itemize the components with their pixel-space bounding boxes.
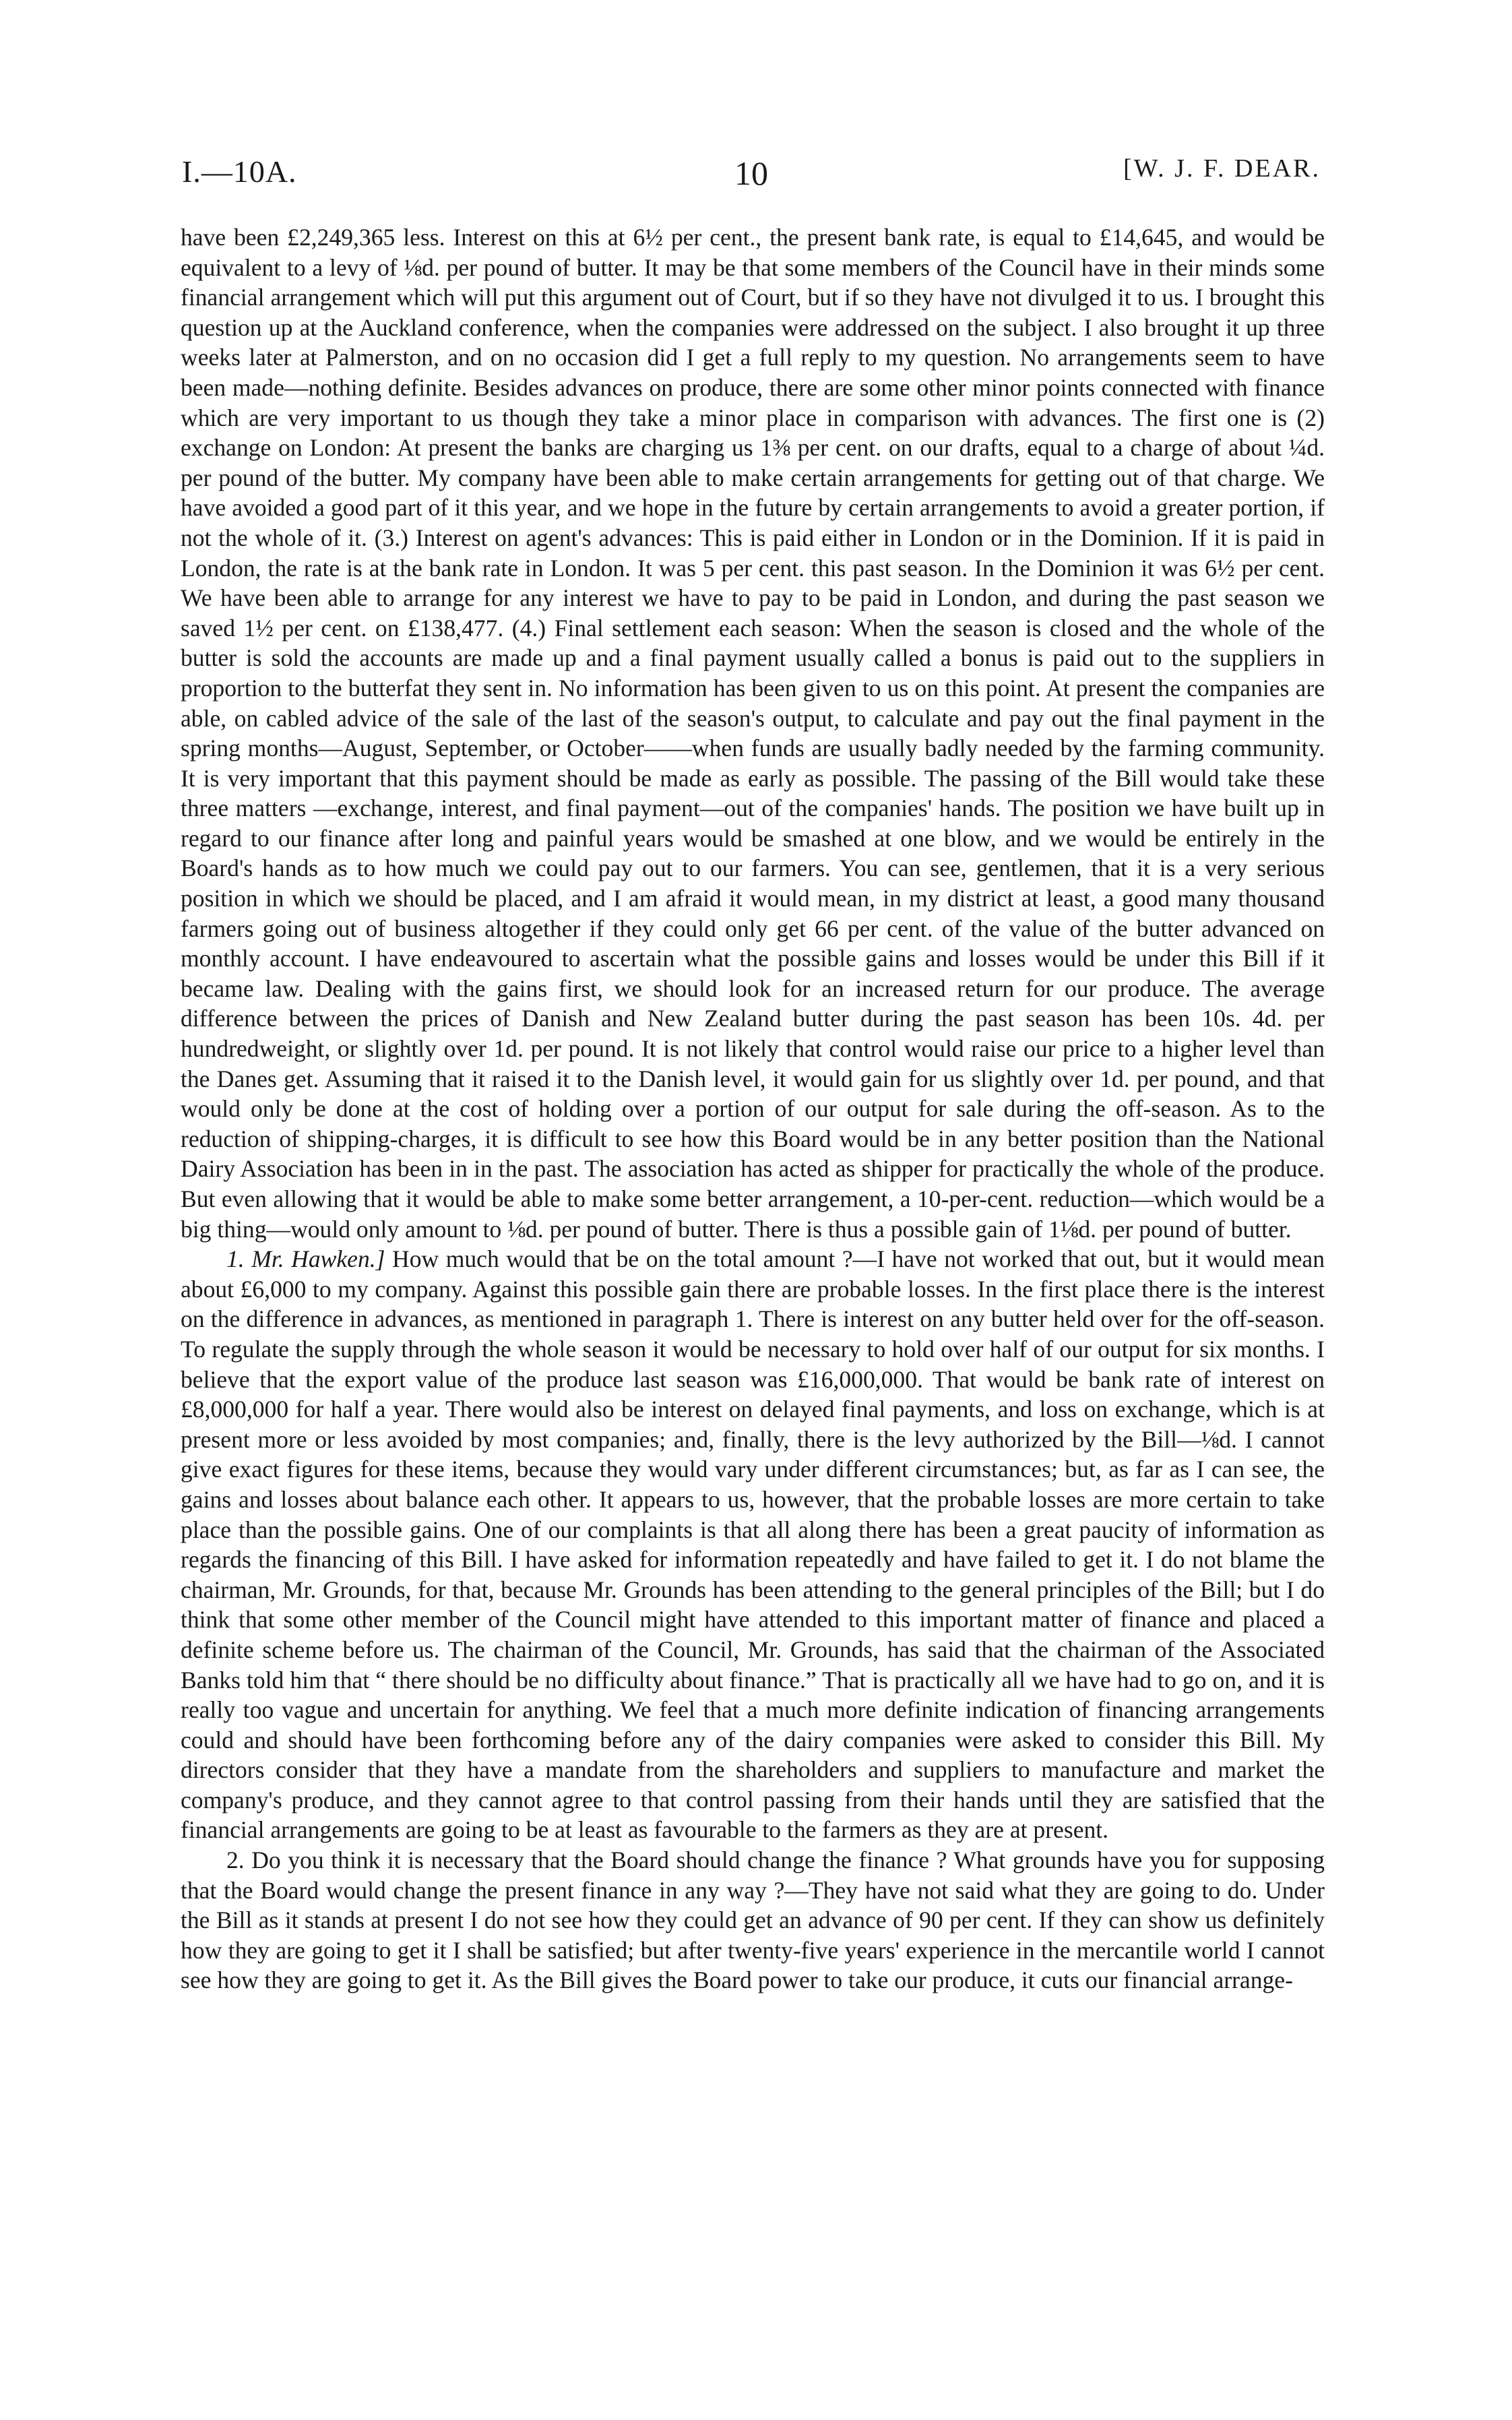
page-header <box>182 154 1327 201</box>
report-reference: I.—10A. <box>182 154 297 189</box>
question-1-text: How much would that be on the total amount ?—I have not worked that out, but it would mean about £6,000 to my company. Against this possible gain there are probable losses. In the first place there is the interest on the difference in advances, as mentioned in paragraph 1. There is interest on any butter held over for the off-season. To regulate the supply through the whole season it would be necessary to hold over half of our output for six months. I believe that the export value of the produce last season was £16,000,000. That would be bank rate of interest on £8,000,000 for half a year. There would also be interest on delayed final payments, and loss on exchange, which is at present more or less avoided by most companies; and, finally, there is the levy authorized by the Bill—⅛d. I cannot give exact figures for these items, because they would vary under different circumstances; but, as far as I can see, the gains and losses about balance each other. It appears to us, however, that the probable losses are more certain to take place than the possible gains. One of our complaints is that all along there has been a great paucity of information as regards the financing of this Bill. I have asked for information repeatedly and have failed to get it. I do not blame the chairman, Mr. Grounds, for that, because Mr. Grounds has been attending to the general principles of the Bill; but I do think that some other member of the Council might have attended to this important matter of finance and placed a definite scheme before us. The chairman of the Council, Mr. Grounds, has said that the chairman of the Associated Banks told him that “ there should be no difficulty about finance.” That is practically all we have had to go on, and it is really too vague and uncertain for anything. We feel that a much more definite indication of financing arrangements could and should have been forthcoming before any of the dairy companies were asked to consider this Bill. My directors consider that they have a mandate from the shareholders and suppliers to manufacture and market the company's produce, and they cannot agree to that control passing from their hands until they are satisfied that the financial arrangements are going to be at least as favourable to the farmers as they are at present. <box>181 1245 1325 1844</box>
question-speaker: 1. Mr. Hawken.] <box>226 1245 385 1273</box>
page-number: 10 <box>734 154 768 192</box>
paragraph-question-2: 2. Do you think it is necessary that the Board should change the finance ? What grounds have you for supposing that the Board would change the present finance in any way ?—They have not said what they are going to do. Under the Bill as it stands at present I do not see how they could get an advance of 90 per cent. If they can show us definitely how they are going to get it I shall be satisfied; but after twenty-five years' experience in the mercantile world I cannot see how they are going to get it. As the Bill gives the Board power to take our produce, it cuts our financial arrange- <box>181 1847 1325 1994</box>
witness-name: [W. J. F. DEAR. <box>1123 154 1321 183</box>
paragraph-question-1 <box>181 1244 1325 1845</box>
paragraph-continuation: have been £2,249,365 less. Interest on this at 6½ per cent., the present bank rate, is equal to £14,645, and would be equivalent to a levy of ⅛d. per pound of butter. It may be that some members of the Council have in their minds some financial arrangement which will put this argument out of Court, but if so they have not divulged it to us. I brought this question up at the Auckland conference, when the companies were addressed on the subject. I also brought it up three weeks later at Palmerston, and on no occasion did I get a full reply to my question. No arrangements seem to have been made—nothing definite. Besides advances on produce, there are some other minor points connected with finance which are very important to us though they take a minor place in comparison with advances. The first one is (2) exchange on London: At present the banks are charging us 1⅜ per cent. on our drafts, equal to a charge of about ¼d. per pound of the butter. My company have been able to make certain arrangements for getting out of that charge. We have avoided a good part of it this year, and we hope in the future by certain arrangements to avoid a greater portion, if not the whole of it. (3.) Interest on agent's advances: This is paid either in London or in the Dominion. If it is paid in London, the rate is at the bank rate in London. It was 5 per cent. this past season. In the Dominion it was 6½ per cent. We have been able to arrange for any interest we have to pay to be paid in London, and during the past season we saved 1½ per cent. on £138,477. (4.) Final settlement each season: When the season is closed and the whole of the butter is sold the accounts are made up and a final payment usually called a bonus is paid out to the suppliers in proportion to the butterfat they sent in. No information has been given to us on this point. At present the companies are able, on cabled advice of the sale of the last of the season's output, to calculate and pay out the final payment in the spring months—August, September, or October——when funds are usually badly needed by the farming community. It is very important that this payment should be made as early as possible. The passing of the Bill would take these three matters —exchange, interest, and final payment—out of the companies' hands. The position we have built up in regard to our finance after long and painful years would be smashed at one blow, and we would be entirely in the Board's hands as to how much we could pay out to our farmers. You can see, gentlemen, that it is a very serious position in which we should be placed, and I am afraid it would mean, in my district at least, a good many thousand farmers going out of business altogether if they could only get 66 per cent. of the value of the butter advanced on monthly account. I have endeavoured to ascertain what the possible gains and losses would be under this Bill if it became law. Dealing with the gains first, we should look for an increased return for our produce. The average difference between the prices of Danish and New Zealand butter during the past season has been 10s. 4d. per hundredweight, or slightly over 1d. per pound. It is not likely that control would raise our price to a higher level than the Danes get. Assuming that it raised it to the Danish level, it would gain for us slightly over 1d. per pound, and that would only be done at the cost of holding over a portion of our output for sale during the off-season. As to the reduction of shipping-charges, it is difficult to see how this Board would be in any better position than the National Dairy Association has been in in the past. The association has acted as shipper for practically the whole of the produce. But even allowing that it would be able to make some better arrangement, a 10-per-cent. reduction—which would be a big thing—would only amount to ⅛d. per pound of butter. There is thus a possible gain of 1⅛d. per pound of butter. <box>181 224 1325 1243</box>
page-body <box>181 222 1325 1995</box>
